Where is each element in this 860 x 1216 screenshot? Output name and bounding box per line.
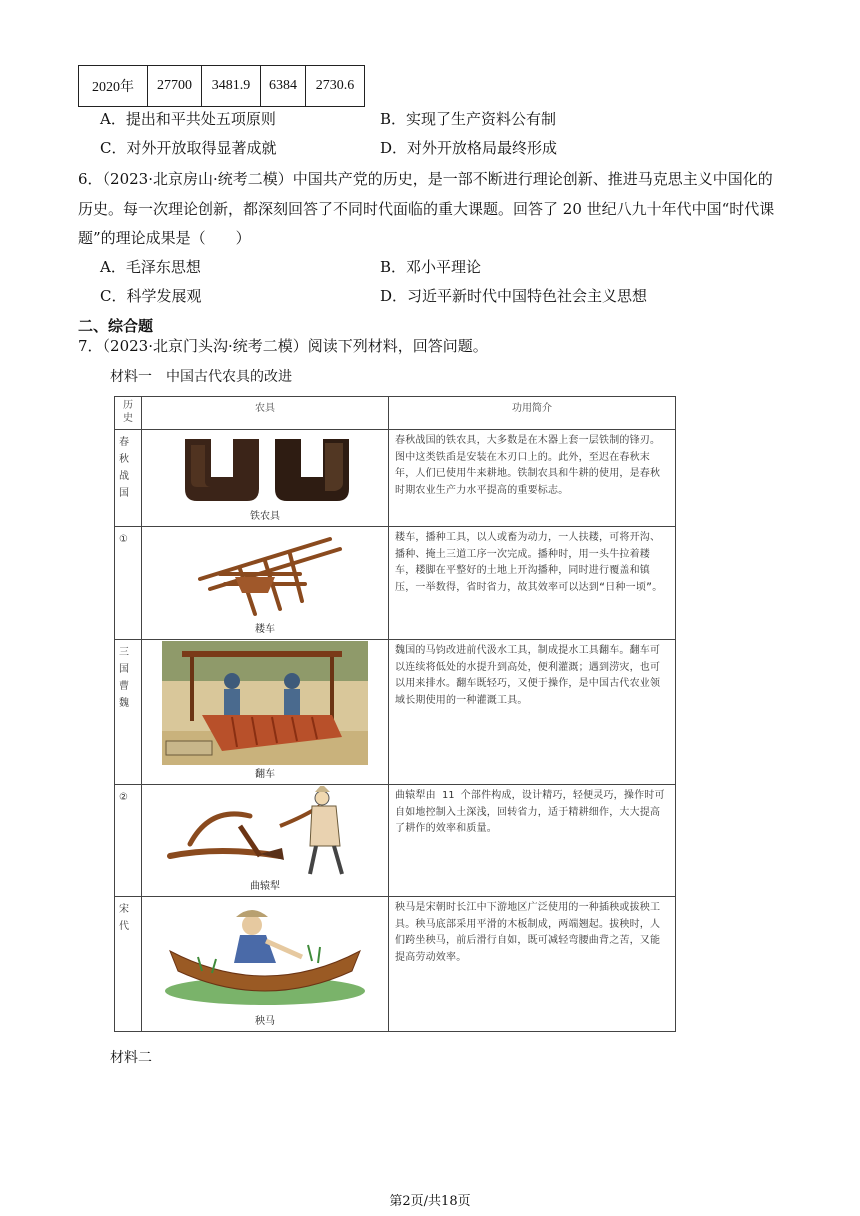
material-1-title: 材料一 中国古代农具的改进 [110,369,292,385]
table-cell: 27700 [148,66,202,107]
era-cell: ② [115,785,142,897]
era-cell: 春 秋 战 国 [115,430,142,527]
curved-plow-image [142,787,388,876]
table-cell: 2020年 [79,66,148,107]
data-table-row-2020 [78,65,365,107]
tool-caption: 曲辕犁 [250,881,280,892]
header-function: 功用简介 [389,397,676,430]
tool-cell [142,527,389,640]
function-description: 曲辕犁由 11 个部件构成，设计精巧，轻便灵巧，操作时可自如地控制入土深浅，回转省力，适于精耕细作，大大提高了耕作的效率和质量。 [389,785,676,897]
tool-cell [142,430,389,527]
section-title: 二、综合题 [78,317,154,335]
option-b: B．实现了生产资料公有制 [380,110,557,128]
question-6-line: 题”的理论成果是（ ） [78,229,251,247]
function-description: 耧车，播种工具，以人或畜为动力，一人扶耧，可将开沟、播种、掩土三道工序一次完成。播种时，用一头牛拉着耧车，耧脚在平整好的土地上开沟播种，同时进行覆盖和镇压，一举数得，省时省力，故其效率可以达到“日种一顷”。 [389,527,676,640]
header-era: 历 史 [115,397,142,430]
era-cell: 三 国 曹 魏 [115,640,142,785]
era-cell: 宋 代 [115,897,142,1032]
seedling-horse-image [142,899,388,1011]
tool-caption: 耧车 [255,624,275,635]
tool-caption: 铁农具 [250,511,280,522]
tool-cell [142,897,389,1032]
option-c: C．对外开放取得显著成就 [100,139,277,157]
option-c: C．科学发展观 [100,287,202,305]
function-description: 秧马是宋朝时长江中下游地区广泛使用的一种插秧或拔秧工具。秧马底部采用平滑的木板制成，两端翘起。拔秧时，人们跨坐秧马，前后滑行自如，既可减轻弯腰曲背之苦，又能提高劳动效率。 [389,897,676,1032]
iron-tools-image [142,432,388,506]
option-d: D．习近平新时代中国特色社会主义思想 [380,287,648,305]
tool-cell [142,640,389,785]
tool-caption: 翻车 [255,769,275,780]
table-cell: 3481.9 [202,66,261,107]
tool-cell [142,785,389,897]
option-b: B．邓小平理论 [380,258,482,276]
header-tool: 农具 [142,397,389,430]
question-7-stem: 7．（2023·北京门头沟·统考二模）阅读下列材料，回答问题。 [78,337,488,355]
seed-drill-image [142,529,388,619]
option-a: A．提出和平共处五项原则 [100,110,276,128]
table-cell: 6384 [261,66,306,107]
question-6-line: 6．（2023·北京房山·统考二模）中国共产党的历史，是一部不断进行理论创新、推进马克思主义中国化的 [78,170,773,188]
option-a: A．毛泽东思想 [100,258,201,276]
farm-tools-table [114,396,676,1032]
water-wheel-image [142,642,388,764]
material-2-title: 材料二 [110,1050,152,1066]
page-number: 第2页/共18页 [389,1194,471,1209]
function-description: 春秋战国的铁农具，大多数是在木器上套一层铁制的锋刃。图中这类铁臿是安装在木刃口上的。此外，至迟在春秋末年，人们已使用牛来耕地。铁制农具和牛耕的使用，是春秋时期农业生产力水平提高的重要标志。 [389,430,676,527]
tool-caption: 秧马 [255,1016,275,1027]
option-d: D．对外开放格局最终形成 [380,139,558,157]
table-cell: 2730.6 [306,66,365,107]
function-description: 魏国的马钧改进前代汲水工具，制成提水工具翻车。翻车可以连续将低处的水提升到高处，便利灌溉；遇到涝灾，也可以用来排水。翻车既轻巧，又便于操作，是中国古代农业领域长期使用的一种灌溉工具。 [389,640,676,785]
question-6-line: 历史。每一次理论创新，都深刻回答了不同时代面临的重大课题。回答了 20 世纪八九十年代中国“时代课 [78,200,775,218]
era-cell: ① [115,527,142,640]
